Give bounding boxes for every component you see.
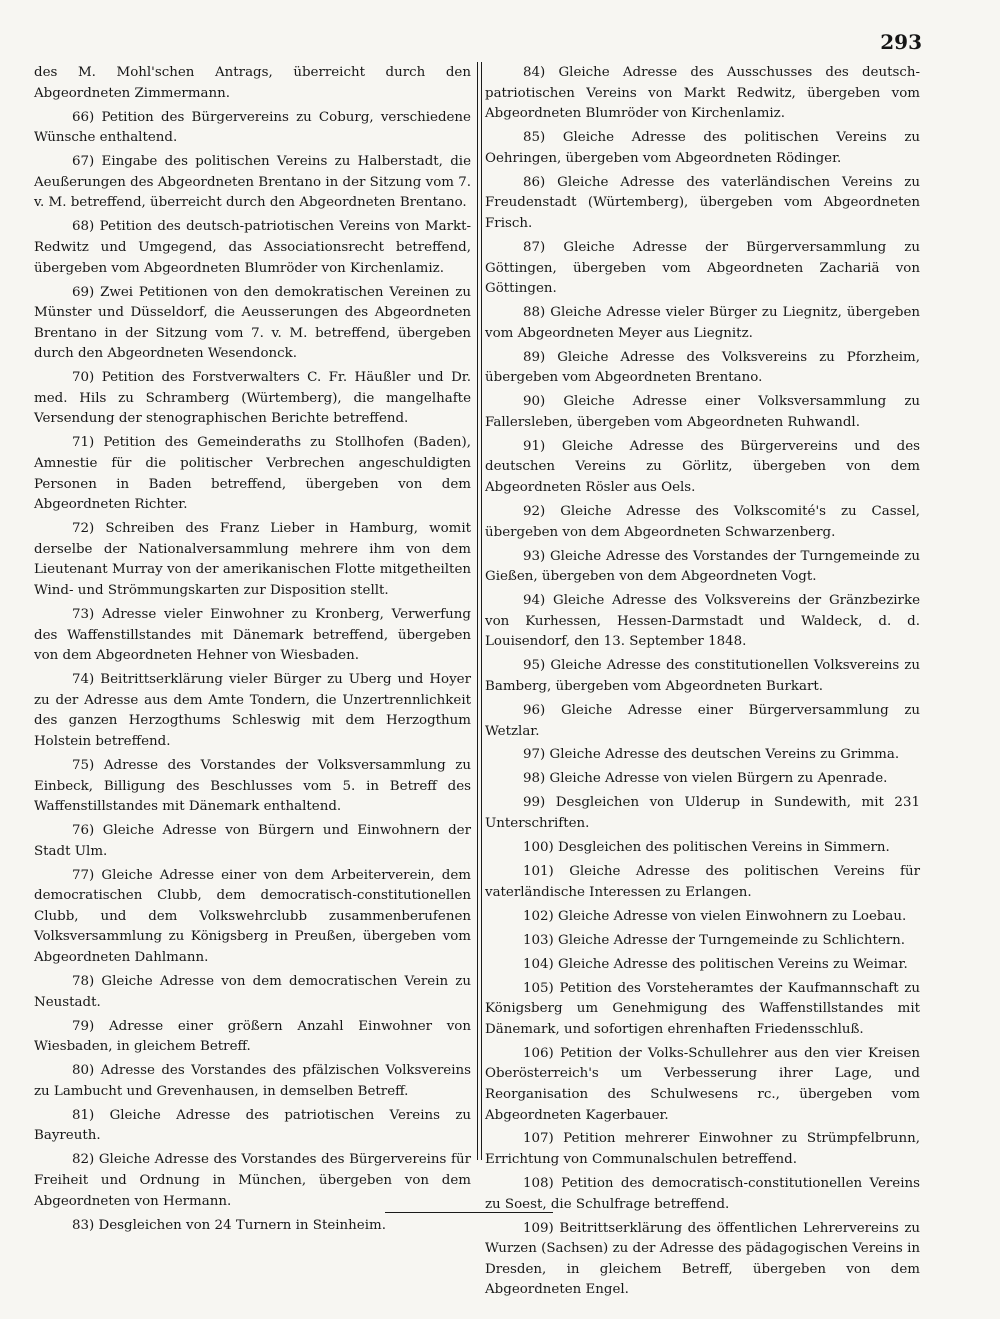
- entry-101: 101) Gleiche Adresse des politischen Vereins für vaterländische Interessen zu Erlangen.: [485, 864, 920, 900]
- entry-87: 87) Gleiche Adresse der Bürgerversammlung zu Göttingen, übergeben vom Abgeordneten Zachariä von Göttingen.: [485, 239, 920, 297]
- entry-69: 69) Zwei Petitionen von den demokratischen Vereinen zu Münster und Düsseldorf, die Aeusserungen des Abgeordneten Brentano in der Sitzung vom 7. v. M. betreffend, übergeben durch den Abgeordneten Wesendonck.: [34, 284, 471, 362]
- entry-106: 106) Petition der Volks-Schullehrer aus den vier Kreisen Oberösterreich's um Verbesserung ihrer Lage, und Reorganisation des Schulwesens rc., übergeben vom Abgeordneten Kagerbauer.: [485, 1045, 920, 1123]
- entry-66: 66) Petition des Bürgervereins zu Coburg, verschiedene Wünsche enthaltend.: [34, 109, 471, 146]
- entry-100: 100) Desgleichen des politischen Vereins in Simmern.: [523, 840, 890, 856]
- right-column: [485, 63, 920, 1304]
- entry-92: 92) Gleiche Adresse des Volkscomité's zu Cassel, übergeben von dem Abgeordneten Schwarzenberg.: [485, 504, 920, 540]
- entry-98: 98) Gleiche Adresse von vielen Bürgern zu Apenrade.: [523, 771, 888, 787]
- entry-83: 83) Desgleichen von 24 Turnern in Steinheim.: [72, 1217, 386, 1233]
- entry-104: 104) Gleiche Adresse des politischen Vereins zu Weimar.: [523, 956, 908, 972]
- closing-rule: [385, 1212, 553, 1213]
- entry-70: 70) Petition des Forstverwalters C. Fr. Häußler und Dr. med. Hils zu Schramberg (Würtemberg), die mangelhafte Versendung der stenographischen Berichte betreffend.: [34, 370, 471, 427]
- entry-103: 103) Gleiche Adresse der Turngemeinde zu Schlichtern.: [523, 932, 906, 948]
- entry-77: 77) Gleiche Adresse einer von dem Arbeiterverein, dem democratischen Clubb, dem democratisch-constitutionellen Clubb, und dem Volkswehrclubb zusammenberufenen Volksversammlung zu Königsberg in Preußen, übergeben vom Abgeordneten Dahlmann.: [34, 867, 471, 966]
- entry-81: 81) Gleiche Adresse des patriotischen Vereins zu Bayreuth.: [34, 1107, 471, 1144]
- entry-78: 78) Gleiche Adresse von dem democratischen Verein zu Neustadt.: [34, 974, 471, 1010]
- entry-71: 71) Petition des Gemeinderaths zu Stollhofen (Baden), Amnestie für die politischer Verbrechen angeschuldigten Personen in Baden betreffend, übergeben von dem Abgeordneten Richter.: [34, 435, 471, 513]
- entry-continuation: des M. Mohl'schen Antrags, überreicht durch den Abgeordneten Zimmermann.: [34, 65, 471, 101]
- entry-72: 72) Schreiben des Franz Lieber in Hamburg, womit derselbe der Nationalversammlung mehrere ihm von dem Lieutenant Murray von der amerikanischen Flotte mitgetheilten Wind- und Strömmungskarten zur Disposition stellt.: [34, 521, 471, 598]
- entry-95: 95) Gleiche Adresse des constitutionellen Volksvereins zu Bamberg, übergeben vom Abgeordneten Burkart.: [485, 658, 920, 694]
- entry-80: 80) Adresse des Vorstandes des pfälzischen Volksvereins zu Lambucht und Grevenhausen, in demselben Betreff.: [34, 1063, 471, 1099]
- entry-68: 68) Petition des deutsch-patriotischen Vereins von Markt-Redwitz und Umgegend, das Associationsrecht betreffend, übergeben vom Abgeordneten Blumröder von Kirchenlamiz.: [34, 219, 471, 276]
- entry-73: 73) Adresse vieler Einwohner zu Kronberg, Verwerfung des Waffenstillstandes mit Dänemark betreffend, übergeben von dem Abgeordneten Hehner von Wiesbaden.: [34, 606, 471, 664]
- entry-93: 93) Gleiche Adresse des Vorstandes der Turngemeinde zu Gießen, übergeben von dem Abgeordneten Vogt.: [485, 548, 920, 585]
- entry-85: 85) Gleiche Adresse des politischen Vereins zu Oehringen, übergeben vom Abgeordneten Rödinger.: [485, 130, 920, 166]
- entry-74: 74) Beitrittserklärung vieler Bürger zu Uberg und Hoyer zu der Adresse aus dem Amte Tondern, die Unzertrennlichkeit des ganzen Herzogthums Schleswig mit dem Herzogthum Holstein betreffend.: [34, 672, 471, 749]
- entry-84: 84) Gleiche Adresse des Ausschusses des deutsch-patriotischen Vereins von Markt Redwitz, übergeben vom Abgeordneten Blumröder von Kirchenlamiz.: [485, 65, 920, 122]
- entry-89: 89) Gleiche Adresse des Volksvereins zu Pforzheim, übergeben vom Abgeordneten Brentano.: [485, 349, 920, 386]
- left-column: [34, 63, 471, 1239]
- entry-90: 90) Gleiche Adresse einer Volksversammlung zu Fallersleben, übergeben vom Abgeordneten Ruhwandl.: [485, 394, 920, 430]
- entry-75: 75) Adresse des Vorstandes der Volksversammlung zu Einbeck, Billigung des Beschlusses vom 5. in Betreff des Waffenstillstandes mit Dänemark enthaltend.: [34, 757, 471, 815]
- entry-94: 94) Gleiche Adresse des Volksvereins der Gränzbezirke von Kurhessen, Hessen-Darmstadt und Waldeck, d. d. Louisendorf, den 13. September 1848.: [485, 593, 920, 650]
- entry-88: 88) Gleiche Adresse vieler Bürger zu Liegnitz, übergeben vom Abgeordneten Meyer aus Liegnitz.: [485, 305, 920, 341]
- entry-86: 86) Gleiche Adresse des vaterländischen Vereins zu Freudenstadt (Würtemberg), übergeben vom Abgeordneten Frisch.: [485, 174, 920, 231]
- entry-105: 105) Petition des Vorsteheramtes der Kaufmannschaft zu Königsberg um Genehmigung des Waffenstillstandes mit Dänemark, und sofortigen ehrenhaften Friedensschluß.: [485, 980, 920, 1037]
- entry-91: 91) Gleiche Adresse des Bürgervereins und des deutschen Vereins zu Görlitz, übergeben von dem Abgeordneten Rösler aus Oels.: [485, 438, 920, 496]
- entry-67: 67) Eingabe des politischen Vereins zu Halberstadt, die Aeußerungen des Abgeordneten Brentano in der Sitzung vom 7. v. M. betreffend, überreicht durch den Abgeordneten Brentano.: [34, 154, 471, 211]
- page-number: 293: [880, 30, 922, 54]
- entry-99: 99) Desgleichen von Ulderup in Sundewith, mit 231 Unterschriften.: [485, 795, 920, 832]
- column-divider: [477, 62, 482, 1160]
- entry-76: 76) Gleiche Adresse von Bürgern und Einwohnern der Stadt Ulm.: [34, 823, 471, 859]
- entry-108: 108) Petition des democratisch-constitutionellen Vereins zu Soest, die Schulfrage betreffend.: [485, 1176, 920, 1212]
- entry-96: 96) Gleiche Adresse einer Bürgerversammlung zu Wetzlar.: [485, 702, 920, 739]
- entry-107: 107) Petition mehrerer Einwohner zu Strümpfelbrunn, Errichtung von Communalschulen betreffend.: [485, 1131, 920, 1168]
- entry-109: 109) Beitrittserklärung des öffentlichen Lehrervereins zu Wurzen (Sachsen) zu der Adresse des pädagogischen Vereins in Dresden, in gleichem Betreff, übergeben von dem Abgeordneten Engel.: [485, 1220, 920, 1298]
- entry-82: 82) Gleiche Adresse des Vorstandes des Bürgervereins für Freiheit und Ordnung in München, übergeben von dem Abgeordneten von Hermann.: [34, 1152, 471, 1209]
- entry-102: 102) Gleiche Adresse von vielen Einwohnern zu Loebau.: [523, 908, 907, 924]
- entry-97: 97) Gleiche Adresse des deutschen Vereins zu Grimma.: [523, 747, 900, 763]
- entry-79: 79) Adresse einer größern Anzahl Einwohner von Wiesbaden, in gleichem Betreff.: [34, 1018, 471, 1055]
